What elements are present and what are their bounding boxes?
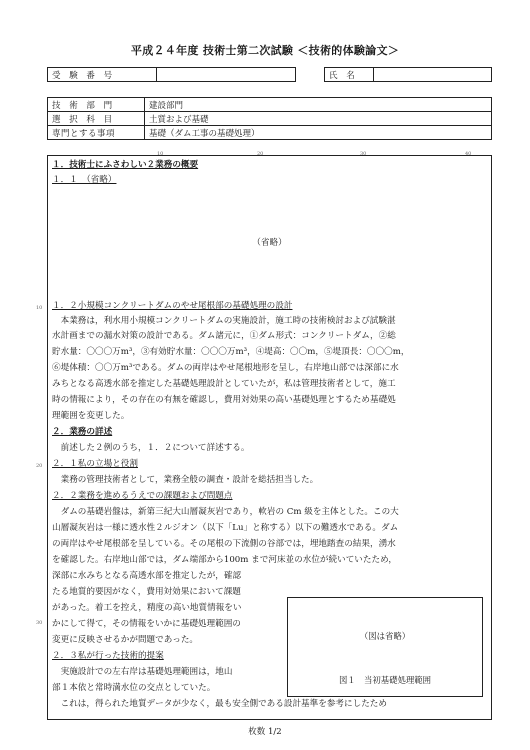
essay-line: 業務の管理技術者として，業務全般の調査・設計を総括担当した。 <box>52 475 319 485</box>
name-label: 氏 名 <box>325 68 374 82</box>
essay-line: ダムの基礎岩盤は，新第三紀大山層凝灰岩であり，軟岩の Cm 級を主体とした。この大 <box>52 507 399 517</box>
essay-line: かにして得て，その情報をいかに基礎処理範囲の <box>52 619 241 629</box>
essay-line: 前述した２例のうち，１．２について詳述する。 <box>52 443 250 453</box>
ruler-mark: 10 <box>157 151 164 157</box>
essay-line: 貯水量：〇〇〇万m³，③有効貯水量：〇〇〇万m³，④堤高：〇〇m，⑤堤頂長：〇〇〇m， <box>52 347 410 357</box>
spacer-cell <box>296 68 325 82</box>
info-value-subject: 土質および基礎 <box>145 112 492 126</box>
essay-line: みちとなる高透水部を推定した基礎処理設計としていたが，私は管理技術者として，施工 <box>52 379 396 389</box>
exam-number-label: 受 験 番 号 <box>48 68 157 82</box>
essay-line: 深部に水みちとなる高透水部を推定したが，確認 <box>52 571 242 581</box>
essay-line: ２．２業務を進めるうえでの課題および問題点 <box>52 491 233 501</box>
exam-number-value <box>157 68 296 82</box>
info-label-subject: 選 択 科 目 <box>48 112 145 126</box>
essay-line: １．２小規模コンクリートダムのやせ尾根部の基礎処理の設計 <box>52 301 293 311</box>
name-value <box>374 68 492 82</box>
info-value-department: 建設部門 <box>145 98 492 112</box>
essay-line: 本業務は，利水用小規模コンクリートダムの実施設計，施工時の技術検討および試験湛 <box>52 316 396 326</box>
ruler-mark: 40 <box>465 151 472 157</box>
essay-line: ２．１私の立場と役割 <box>52 459 138 469</box>
page-number: 枚数 1/2 <box>248 727 282 737</box>
essay-line: １．１ （省略） <box>52 175 117 185</box>
essay-line: 変更に反映させるかが問題であった。 <box>52 635 199 645</box>
essay-line: ⑥堤体積：〇〇万m³である。ダムの両岸はやせ尾根地形を呈し，右岸地山部では深部に水 <box>52 363 399 373</box>
examinee-table <box>47 67 492 82</box>
essay-line: ２．３私が行った技術的提案 <box>52 651 164 661</box>
essay-line: 実施設計での左右岸は基礎処理範囲は，地山 <box>52 667 233 677</box>
line-number: 30 <box>36 620 43 626</box>
essay-line: たる地質的要因がなく，費用対効果において課題 <box>52 587 241 597</box>
essay-line: があった。着工を控え，精度の高い地質情報をい <box>52 603 242 613</box>
essay-line: 時の情報により，その存在の有無を確認し，費用対効果の高い基礎処理とするため基礎処 <box>52 395 396 405</box>
omitted-text: （省略） <box>252 238 287 248</box>
page-title: 平成２４年度 技術士第二次試験 ＜技術的体験論文＞ <box>130 44 400 57</box>
essay-line: を確認した。右岸地山部では，ダム端部から100m まで河床並の水位が続いていたため， <box>52 555 397 565</box>
ruler-mark: 20 <box>257 151 264 157</box>
essay-line: 山層凝灰岩は一様に透水性２ルジオン（以下「Lu」と称する）以下の難透水である。ダム <box>52 523 399 533</box>
info-value-specialty: 基礎（ダム工事の基礎処理） <box>145 126 492 140</box>
essay-line: の両岸はやせ尾根部を呈している。その尾根の下流側の谷部では，埋地踏査の結果，湧水 <box>52 539 396 549</box>
info-label-specialty: 専門とする事項 <box>48 126 145 140</box>
essay-line: ２．業務の詳述 <box>52 427 113 437</box>
figure-box <box>287 597 483 697</box>
department-table <box>47 97 492 140</box>
ruler-mark: 30 <box>360 151 367 157</box>
line-number: 20 <box>36 463 43 469</box>
essay-line: １．技術士にふさわしい２業務の概要 <box>52 160 199 170</box>
line-number: 10 <box>36 305 43 311</box>
essay-line: 部１本依と常時満水位の交点としていた。 <box>52 683 216 693</box>
info-label-department: 技 術 部 門 <box>48 98 145 112</box>
essay-line: 水計画までの漏水対策の設計である。ダム諸元に，①ダム形式：コンクリートダム，②総 <box>52 331 396 341</box>
figure-caption: 図１ 当初基礎処理範囲 <box>338 675 432 685</box>
essay-line: 理範囲を変更した。 <box>52 411 130 421</box>
figure-placeholder: （図は省略） <box>359 631 411 641</box>
essay-line: これは，得られた地質データが少なく，最も安全側である設計基準を参考にしたため <box>52 699 387 709</box>
